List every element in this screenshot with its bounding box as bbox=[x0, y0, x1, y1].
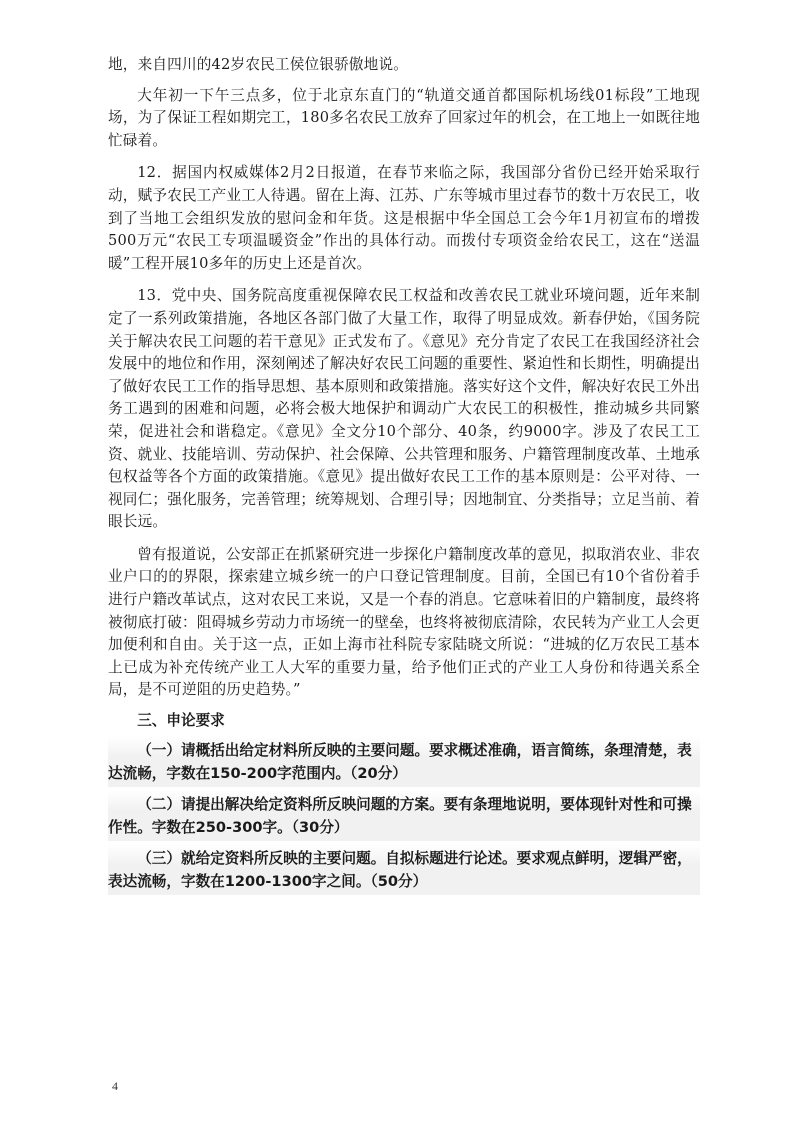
paragraph-continuation: 地，来自四川的42岁农民工侯位银骄傲地说。 bbox=[108, 56, 409, 73]
paragraph-airport-line-workers: 大年初一下午三点多，位于北京东直门的“轨道交通首都国际机场线01标段”工地现场，为了保证工程如期完工，180多名农民工放弃了回家过年的机会，在工地上一如既往地忙碌着。 bbox=[108, 86, 700, 149]
paragraph-item-13: 13．党中央、国务院高度重视保障农民工权益和改善农民工就业环境问题，近年来制定了一系列政策措施，各地区各部门做了大量工作，取得了明显成效。新春伊始，《国务院关于解决农民工问题的若干意见》正式发布了。《意见》充分肯定了农民工在我国经济社会发展中的地位和作用，深刻阐述了解决好农民工问题的重要性、紧迫性和长期性，明确提出了做好农民工工作的指导思想、基本原则和政策措施。落实好这个文件，解决好农民工外出务工遇到的困难和问题，必将会极大地保护和调动广大农民工的积极性，推动城乡共同繁荣，促进社会和谐稳定。《意见》全文分10个部分、40条，约9000字。涉及了农民工工资、就业、技能培训、劳动保护、社会保障、公共管理和服务、户籍管理制度改革、土地承包权益等各个方面的政策措施。《意见》提出做好农民工工作的基本原则是：公平对待、一视同仁；强化服务，完善管理；统筹规划、合理引导；因地制宜、分类指导；立足当前、着眼长远。 bbox=[108, 287, 700, 531]
paragraph-item-12: 12．据国内权威媒体2月2日报道，在春节来临之际，我国部分省份已经开始采取行动，赋予农民工产业工人待遇。留在上海、江苏、广东等城市里过春节的数十万农民工，收到了当地工会组织发放的慰问金和年货。这是根据中华全国总工会今年1月初宣布的增拨500万元“农民工专项温暖资金”作出的具体行动。而拨付专项资金给农民工，这在“送温暖”工程开展10多年的历史上还是首次。 bbox=[108, 164, 700, 272]
paragraph-household-registration: 曾有报道说，公安部正在抓紧研究进一步探化户籍制度改革的意见，拟取消农业、非农业户口的的界限，探索建立城乡统一的户口登记管理制度。目前，全国已有10个省份着手进行户籍改革试点，这对农民工来说，又是一个春的消息。它意味着旧的户籍制度，最终将被彻底打破：阻碍城乡劳动力市场统一的壁垒，也终将被彻底清除，农民转为产业工人会更加便利和自由。关于这一点，正如上海市社科院专家陆晓文所说：“进城的亿万农民工基本上已成为补充传统产业工人大军的重要力量，给予他们正式的产业工人身份和待遇关系全局，是不可逆阻的历史趋势。” bbox=[108, 545, 700, 699]
section-heading-requirements: 三、申论要求 bbox=[137, 712, 225, 730]
page-number: 4 bbox=[112, 1079, 118, 1093]
requirement-1: （一）请概括出给定材料所反映的主要问题。要求概述准确，语言简练，条理清楚，表达流畅，字数在150-200字范围内。（20分） bbox=[108, 737, 700, 787]
requirement-2: （二）请提出解决给定资料所反映问题的方案。要有条理地说明，要体现针对性和可操作性。字数在250-300字。（30分） bbox=[108, 791, 700, 841]
document-page bbox=[108, 54, 700, 895]
requirement-3: （三）就给定资料所反映的主要问题。自拟标题进行论述。要求观点鲜明，逻辑严密，表达流畅，字数在1200-1300字之间。（50分） bbox=[108, 845, 700, 895]
